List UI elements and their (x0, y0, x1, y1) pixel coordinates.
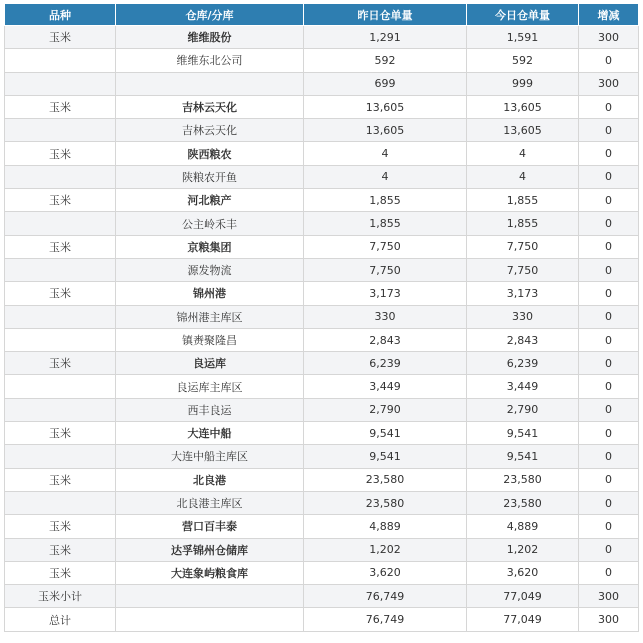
today-volume-cell: 2,790 (467, 398, 579, 421)
yesterday-volume-cell: 4 (304, 165, 467, 188)
today-volume-cell: 77,049 (467, 585, 579, 608)
yesterday-volume-cell: 1,202 (304, 538, 467, 561)
change-cell: 0 (579, 189, 639, 212)
today-volume-cell: 3,173 (467, 282, 579, 305)
today-volume-cell: 7,750 (467, 235, 579, 258)
table-row (5, 305, 639, 328)
variety-cell (5, 72, 116, 95)
variety-cell (5, 258, 116, 281)
variety-cell (5, 165, 116, 188)
yesterday-volume-cell: 1,291 (304, 26, 467, 49)
yesterday-volume-cell: 4,889 (304, 515, 467, 538)
warehouse-cell (116, 585, 304, 608)
today-volume-cell: 23,580 (467, 491, 579, 514)
change-cell: 0 (579, 468, 639, 491)
table-row (5, 398, 639, 421)
table-row (5, 352, 639, 375)
change-cell: 0 (579, 328, 639, 351)
variety-cell: 玉米小计 (5, 585, 116, 608)
today-volume-cell: 6,239 (467, 352, 579, 375)
variety-cell: 玉米 (5, 235, 116, 258)
warehouse-cell: 源发物流 (116, 258, 304, 281)
warehouse-cell: 镇赉聚隆昌 (116, 328, 304, 351)
change-cell: 0 (579, 258, 639, 281)
table-row (5, 235, 639, 258)
table-row (5, 119, 639, 142)
warehouse-cell: 北良港 (116, 468, 304, 491)
change-cell: 0 (579, 95, 639, 118)
table-row (5, 561, 639, 584)
variety-cell (5, 49, 116, 72)
table-row (5, 189, 639, 212)
table-row (5, 608, 639, 631)
warehouse-cell: 营口百丰泰 (116, 515, 304, 538)
today-volume-cell: 999 (467, 72, 579, 95)
yesterday-volume-cell: 7,750 (304, 235, 467, 258)
yesterday-volume-cell: 23,580 (304, 468, 467, 491)
variety-cell (5, 212, 116, 235)
yesterday-volume-cell: 3,173 (304, 282, 467, 305)
today-volume-cell: 592 (467, 49, 579, 72)
yesterday-volume-cell: 4 (304, 142, 467, 165)
yesterday-volume-cell: 592 (304, 49, 467, 72)
warehouse-cell: 维维股份 (116, 26, 304, 49)
warehouse-cell: 良运库主库区 (116, 375, 304, 398)
table-row (5, 445, 639, 468)
variety-cell: 玉米 (5, 515, 116, 538)
table-row (5, 585, 639, 608)
variety-cell: 玉米 (5, 561, 116, 584)
warehouse-cell: 陕西粮农 (116, 142, 304, 165)
change-cell: 0 (579, 561, 639, 584)
change-cell: 0 (579, 375, 639, 398)
yesterday-volume-cell: 76,749 (304, 585, 467, 608)
yesterday-volume-cell: 9,541 (304, 422, 467, 445)
today-volume-cell: 13,605 (467, 95, 579, 118)
change-cell: 300 (579, 26, 639, 49)
yesterday-volume-cell: 3,449 (304, 375, 467, 398)
table-row (5, 142, 639, 165)
variety-cell (5, 119, 116, 142)
change-cell: 0 (579, 142, 639, 165)
warehouse-cell: 良运库 (116, 352, 304, 375)
change-cell: 0 (579, 515, 639, 538)
variety-cell: 玉米 (5, 95, 116, 118)
yesterday-volume-cell: 13,605 (304, 119, 467, 142)
header-yesterday-volume: 昨日仓单量 (304, 4, 467, 26)
variety-cell (5, 305, 116, 328)
table-row (5, 95, 639, 118)
table-header (5, 4, 639, 26)
change-cell: 0 (579, 422, 639, 445)
table-row (5, 282, 639, 305)
yesterday-volume-cell: 2,843 (304, 328, 467, 351)
change-cell: 0 (579, 119, 639, 142)
warehouse-cell: 北良港主库区 (116, 491, 304, 514)
today-volume-cell: 2,843 (467, 328, 579, 351)
change-cell: 0 (579, 352, 639, 375)
today-volume-cell: 1,591 (467, 26, 579, 49)
variety-cell: 玉米 (5, 142, 116, 165)
table-row (5, 212, 639, 235)
variety-cell: 总计 (5, 608, 116, 631)
change-cell: 0 (579, 165, 639, 188)
today-volume-cell: 1,855 (467, 189, 579, 212)
table-row (5, 258, 639, 281)
today-volume-cell: 4 (467, 165, 579, 188)
change-cell: 0 (579, 445, 639, 468)
variety-cell: 玉米 (5, 468, 116, 491)
today-volume-cell: 23,580 (467, 468, 579, 491)
today-volume-cell: 9,541 (467, 422, 579, 445)
change-cell: 0 (579, 538, 639, 561)
warehouse-cell: 西丰良运 (116, 398, 304, 421)
variety-cell: 玉米 (5, 422, 116, 445)
header-row (5, 4, 639, 26)
table-row (5, 328, 639, 351)
table-row (5, 165, 639, 188)
yesterday-volume-cell: 2,790 (304, 398, 467, 421)
table-row (5, 49, 639, 72)
today-volume-cell: 3,449 (467, 375, 579, 398)
today-volume-cell: 9,541 (467, 445, 579, 468)
variety-cell: 玉米 (5, 282, 116, 305)
warehouse-cell (116, 72, 304, 95)
today-volume-cell: 4 (467, 142, 579, 165)
table-body (5, 26, 639, 632)
variety-cell: 玉米 (5, 189, 116, 212)
variety-cell: 玉米 (5, 26, 116, 49)
today-volume-cell: 1,855 (467, 212, 579, 235)
change-cell: 0 (579, 235, 639, 258)
warehouse-cell: 锦州港主库区 (116, 305, 304, 328)
warehouse-cell: 公主岭禾丰 (116, 212, 304, 235)
change-cell: 0 (579, 282, 639, 305)
change-cell: 0 (579, 49, 639, 72)
yesterday-volume-cell: 13,605 (304, 95, 467, 118)
change-cell: 0 (579, 398, 639, 421)
yesterday-volume-cell: 330 (304, 305, 467, 328)
table-row (5, 538, 639, 561)
warehouse-cell: 锦州港 (116, 282, 304, 305)
change-cell: 0 (579, 212, 639, 235)
table-row (5, 422, 639, 445)
variety-cell (5, 375, 116, 398)
warehouse-cell: 大连中船 (116, 422, 304, 445)
yesterday-volume-cell: 3,620 (304, 561, 467, 584)
warehouse-cell: 大连中船主库区 (116, 445, 304, 468)
yesterday-volume-cell: 9,541 (304, 445, 467, 468)
change-cell: 300 (579, 72, 639, 95)
yesterday-volume-cell: 76,749 (304, 608, 467, 631)
header-today-volume: 今日仓单量 (467, 4, 579, 26)
today-volume-cell: 77,049 (467, 608, 579, 631)
table-row (5, 72, 639, 95)
yesterday-volume-cell: 7,750 (304, 258, 467, 281)
variety-cell (5, 445, 116, 468)
table-row (5, 468, 639, 491)
variety-cell: 玉米 (5, 538, 116, 561)
header-variety: 品种 (5, 4, 116, 26)
change-cell: 0 (579, 305, 639, 328)
table-row (5, 26, 639, 49)
variety-cell: 玉米 (5, 352, 116, 375)
table-row (5, 515, 639, 538)
today-volume-cell: 3,620 (467, 561, 579, 584)
warehouse-cell (116, 608, 304, 631)
warehouse-cell: 吉林云天化 (116, 95, 304, 118)
today-volume-cell: 330 (467, 305, 579, 328)
variety-cell (5, 398, 116, 421)
header-warehouse: 仓库/分库 (116, 4, 304, 26)
variety-cell (5, 328, 116, 351)
variety-cell (5, 491, 116, 514)
yesterday-volume-cell: 699 (304, 72, 467, 95)
warehouse-cell: 陕粮农开鱼 (116, 165, 304, 188)
warehouse-receipt-table (4, 3, 639, 632)
warehouse-cell: 吉林云天化 (116, 119, 304, 142)
today-volume-cell: 4,889 (467, 515, 579, 538)
yesterday-volume-cell: 6,239 (304, 352, 467, 375)
warehouse-cell: 大连象屿粮食库 (116, 561, 304, 584)
today-volume-cell: 1,202 (467, 538, 579, 561)
table-row (5, 375, 639, 398)
warehouse-cell: 河北粮产 (116, 189, 304, 212)
yesterday-volume-cell: 23,580 (304, 491, 467, 514)
today-volume-cell: 13,605 (467, 119, 579, 142)
today-volume-cell: 7,750 (467, 258, 579, 281)
header-change: 增减 (579, 4, 639, 26)
table-row (5, 491, 639, 514)
warehouse-cell: 达孚锦州仓储库 (116, 538, 304, 561)
change-cell: 300 (579, 608, 639, 631)
change-cell: 0 (579, 491, 639, 514)
warehouse-cell: 京粮集团 (116, 235, 304, 258)
yesterday-volume-cell: 1,855 (304, 212, 467, 235)
change-cell: 300 (579, 585, 639, 608)
yesterday-volume-cell: 1,855 (304, 189, 467, 212)
warehouse-cell: 维维东北公司 (116, 49, 304, 72)
